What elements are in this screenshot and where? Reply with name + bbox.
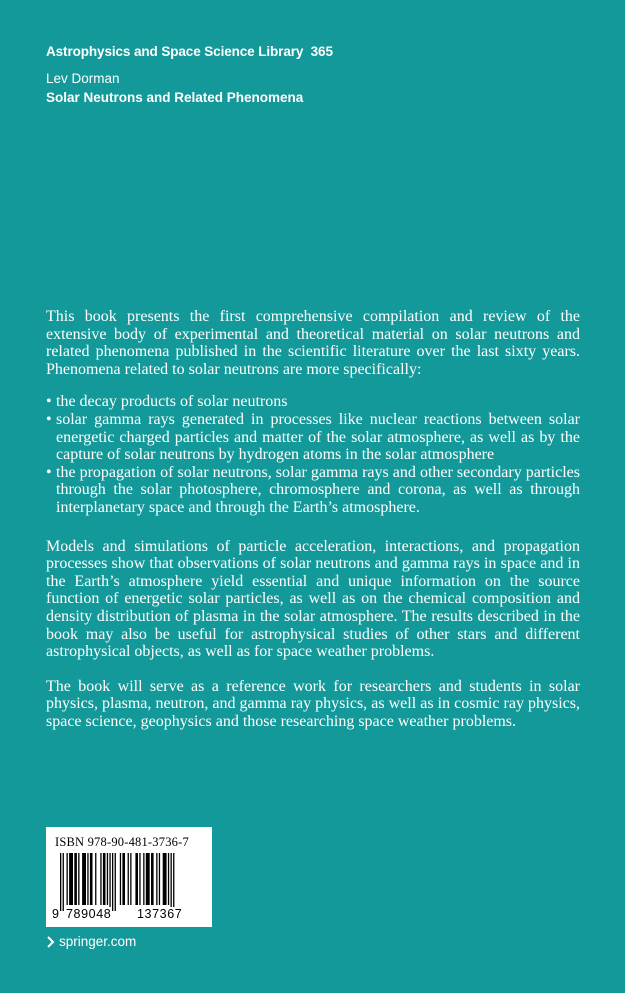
barcode-bar: [103, 853, 106, 905]
barcode-bar: [156, 853, 157, 905]
series-line: [46, 44, 333, 59]
barcode-bar: [69, 853, 73, 905]
bullet-icon: •: [46, 393, 52, 411]
barcode-bar: [112, 853, 113, 911]
barcode-bar: [87, 853, 88, 905]
book-title: Solar Neutrons and Related Phenomena: [46, 90, 304, 105]
barcode-bar: [143, 853, 144, 905]
barcode-digits-left: 789048: [66, 907, 112, 921]
chevron-right-icon: [46, 936, 55, 948]
barcode-bar: [139, 853, 140, 905]
bullet-icon: •: [46, 410, 52, 428]
barcode-bar: [63, 853, 64, 911]
blurb: [46, 308, 580, 730]
blurb-paragraph-3: The book will serve as a reference work for researchers and students in solar physics, plasma, neutron, and gamma ray physics, as well as in cosmic ray physics, space science, geophysics and those researching space weather problems.: [46, 677, 580, 730]
list-item-text: the propagation of solar neutrons, solar gamma rays and other secondary particles through the solar photosphere, chromosphere and corona, as well as through interplanetary space and through the Earth’s atmosphere.: [56, 463, 580, 516]
barcode-bar: [128, 853, 129, 905]
list-item: [46, 411, 580, 464]
list-item-text: solar gamma rays generated in processes like nuclear reactions between solar energetic charged particles and matter of the solar atmosphere, as well as by the capture of solar neutrons by hydrogen atoms in the solar atmosphere: [56, 410, 580, 464]
barcode-digits-right: 137367: [137, 907, 183, 921]
barcode-bar: [159, 853, 160, 905]
series-volume: 365: [310, 44, 333, 59]
barcode-bar: [67, 853, 68, 905]
barcode-bar: [60, 853, 61, 911]
barcode-bar: [151, 853, 154, 905]
barcode-bar: [115, 853, 116, 911]
barcode-bar: [95, 853, 96, 905]
barcode-bar: [173, 853, 174, 911]
blurb-intro: This book presents the first comprehensive compilation and review of the extensive body of experimental and theoretical material on solar neutrons and related phenomena published in the scientific literature over the last sixty years. Phenomena related to solar neutrons are more specifically:: [46, 308, 580, 378]
barcode: [46, 827, 212, 927]
barcode-bar: [74, 853, 77, 905]
bullet-list: [46, 393, 580, 516]
publisher-link-text[interactable]: springer.com: [59, 934, 137, 949]
author-name: Lev Dorman: [46, 71, 120, 86]
publisher-link[interactable]: [46, 934, 136, 949]
barcode-bar: [109, 853, 110, 911]
barcode-bar: [107, 853, 108, 905]
barcode-bar: [100, 853, 101, 905]
barcode-bar: [78, 853, 79, 905]
barcode-bar: [122, 853, 125, 905]
list-item-text: the decay products of solar neutrons: [56, 393, 288, 411]
blurb-paragraph-2: Models and simulations of particle acceleration, interactions, and propagation processes show that observations of solar neutrons and gamma rays in space and in the Earth’s atmosphere yield essential and unique information on the source function of energetic solar particles, as well as on the chemical composition and density distribution of plasma in the solar atmosphere. The results described in the book may also be useful for astrophysical studies of other stars and different astrophysical objects, as well as for space weather problems.: [46, 537, 580, 661]
barcode-bar: [163, 853, 167, 905]
barcode-bar: [130, 853, 131, 905]
series-name: Astrophysics and Space Science Library: [46, 44, 304, 59]
barcode-bar: [90, 853, 93, 905]
barcode-bar: [168, 853, 169, 905]
list-item: [46, 464, 580, 517]
list-item: [46, 393, 580, 411]
barcode-bar: [135, 853, 138, 905]
barcode-bar: [171, 853, 172, 911]
barcode-digit-lead: 9: [52, 907, 59, 921]
barcode-bars: [54, 853, 204, 911]
barcode-bar: [146, 853, 150, 905]
barcode-bar: [120, 853, 121, 905]
barcode-bar: [82, 853, 86, 905]
isbn-label: ISBN 978-90-481-3736-7: [55, 835, 189, 849]
bullet-icon: •: [46, 463, 52, 481]
